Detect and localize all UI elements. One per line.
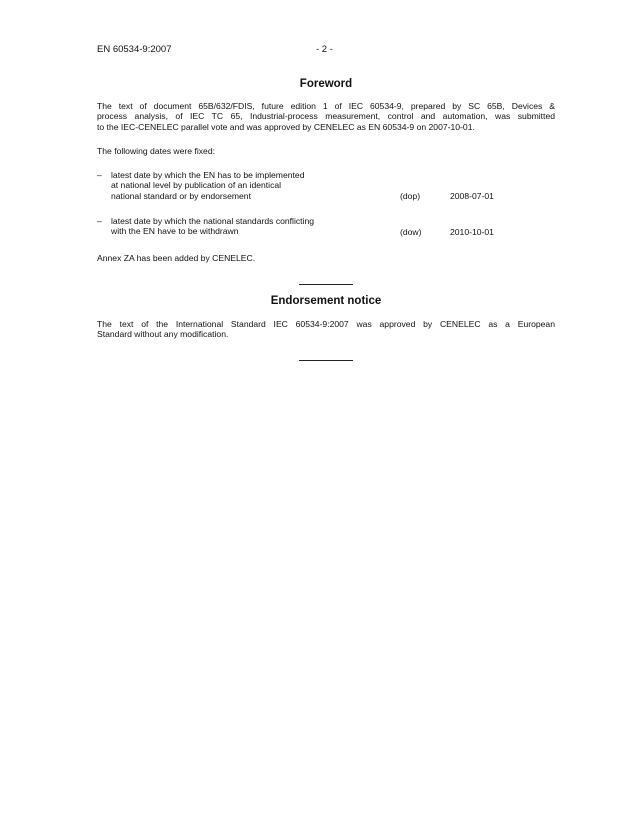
annex-note: Annex ZA has been added by CENELEC. [97,253,256,263]
foreword-title: Foreword [299,78,353,90]
foreword-line: to the IEC-CENELEC parallel vote and was approved by CENELEC as EN 60534-9 on 2007-10-01. [97,121,475,132]
document-id: EN 60534-9:2007 [97,44,172,55]
dow-description [111,216,314,237]
foreword-line: process analysis, of IEC TC 65, Industrial-process measurement, control and automation, was submitted [97,111,555,122]
dates-intro: The following dates were fixed: [97,146,215,156]
dop-line: latest date by which the EN has to be implemented [111,170,305,180]
dop-line: national standard or by endorsement [111,190,251,201]
dow-date: 2010-10-01 [450,227,494,237]
section-divider [299,284,353,285]
dow-line: with the EN have to be withdrawn [111,226,239,237]
dop-line: at national level by publication of an identical [111,180,282,191]
endorsement-title: Endorsement notice [270,295,382,307]
page-number: - 2 - [316,44,333,55]
section-divider [299,360,353,361]
foreword-line: The text of document 65B/632/FDIS, future edition 1 of IEC 60534-9, prepared by SC 65B, Devices & [97,101,555,111]
endorsement-paragraph [97,319,555,340]
endorsement-line: Standard without any modification. [97,329,229,340]
list-dash: – [97,216,102,226]
dop-abbreviation: (dop) [400,191,421,201]
dop-date: 2008-07-01 [450,191,494,201]
list-dash: – [97,170,102,180]
dow-line: latest date by which the national standards conflicting [111,216,315,226]
dow-abbreviation: (dow) [400,227,422,237]
dop-description [111,170,304,201]
foreword-paragraph [97,101,555,132]
endorsement-line: The text of the International Standard IEC 60534-9:2007 was approved by CENELEC as a European [97,319,555,329]
